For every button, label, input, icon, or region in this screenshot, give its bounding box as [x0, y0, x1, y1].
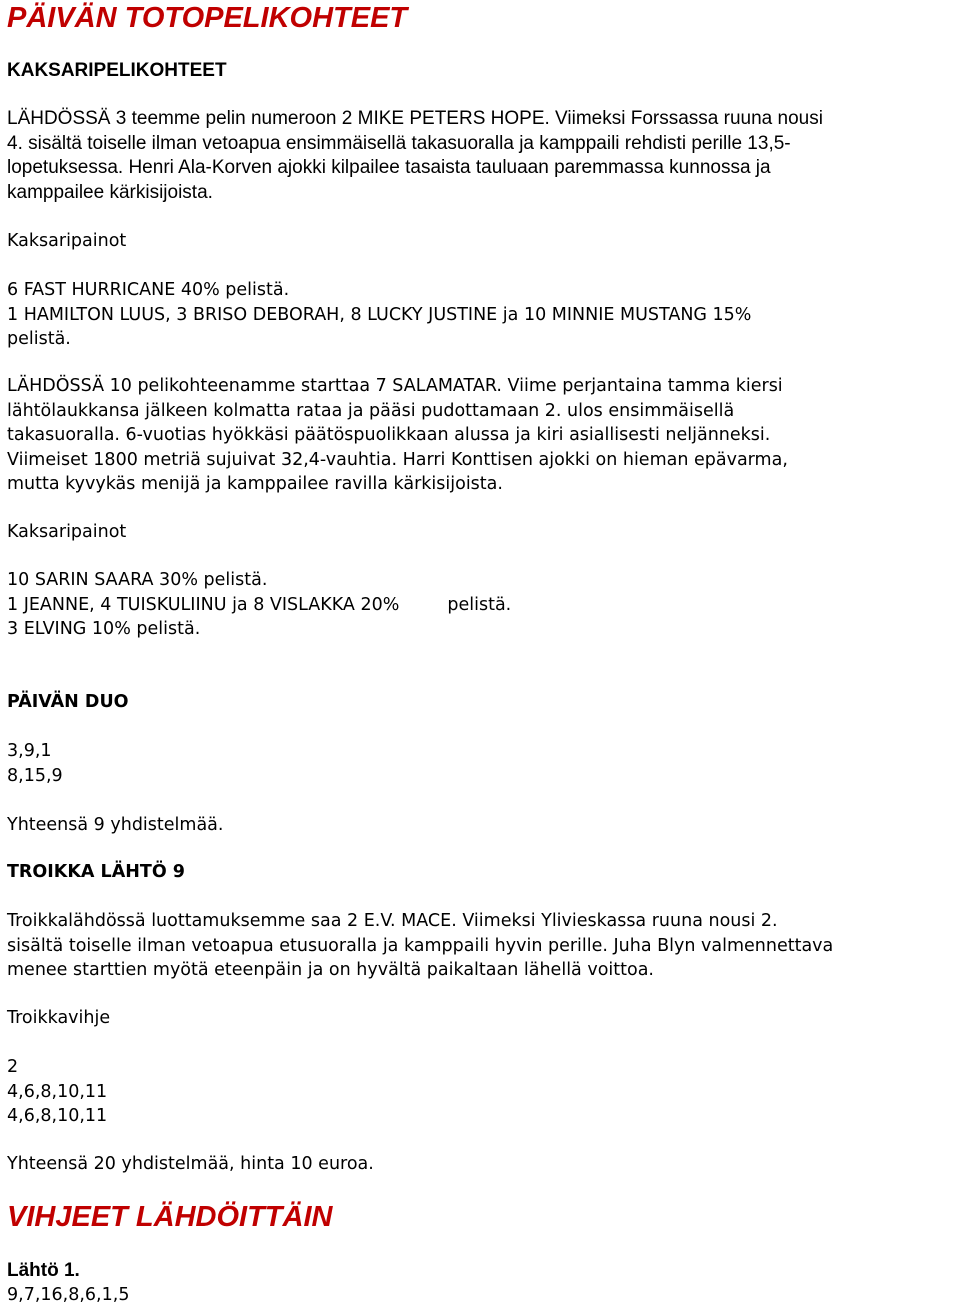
- duo-total: Yhteensä 9 yhdistelmää.: [7, 815, 224, 835]
- weights2-line-main: 1 JEANNE, 4 TUISKULIINU ja 8 VISLAKKA 20%: [7, 594, 400, 615]
- weights1-line: pelistä.: [7, 329, 71, 349]
- troikka-text-line: sisältä toiselle ilman vetoapua etusuoralla ja kamppaili hyvin perille. Juha Blyn valmennettava: [7, 935, 834, 956]
- weights1-line: 1 HAMILTON LUUS, 3 BRISO DEBORAH, 8 LUCKY JUSTINE ja 10 MINNIE MUSTANG 15%: [7, 304, 752, 325]
- troikka-text-line: Troikkalähdössä luottamuksemme saa 2 E.V. MACE. Viimeksi Ylivieskassa ruuna nousi 2.: [7, 911, 778, 931]
- duo-list: [7, 739, 952, 788]
- weights1-line: 6 FAST HURRICANE 40% pelistä.: [7, 280, 290, 300]
- kaksari-heading: KAKSARIPELIKOHTEET: [7, 60, 227, 81]
- weights2-line: 3 ELVING 10% pelistä.: [7, 619, 201, 639]
- race1-text-line: LÄHDÖSSÄ 3 teemme pelin numeroon 2 MIKE PETERS HOPE. Viimeksi Forssassa ruuna nousi: [7, 108, 823, 129]
- race1-label: Lähtö 1.: [7, 1260, 80, 1281]
- troikka-hint-line: 4,6,8,10,11: [7, 1106, 108, 1126]
- duo-line: 3,9,1: [7, 741, 52, 761]
- troikka-text-line: menee starttien myötä eteenpäin ja on hyvältä paikaltaan lähellä voittoa.: [7, 960, 654, 980]
- troikka-hint-line: 4,6,8,10,11: [7, 1081, 108, 1102]
- weights2-line: 10 SARIN SAARA 30% pelistä.: [7, 570, 268, 590]
- troikka-hint-list: [7, 1055, 952, 1129]
- troikka-hint-label: Troikkavihje: [7, 1008, 111, 1028]
- troikka-hint-line: 2: [7, 1057, 19, 1077]
- race2-text-line: LÄHDÖSSÄ 10 pelikohteenamme starttaa 7 SALAMATAR. Viime perjantaina tamma kiersi: [7, 376, 783, 396]
- duo-heading: PÄIVÄN DUO: [7, 692, 129, 712]
- weights2-label: Kaksaripainot: [7, 522, 127, 542]
- race1-text-line: 4. sisältä toiselle ilman vetoapua ensimmäisellä takasuoralla ja kamppaili rehdisti perille 13,5-: [7, 132, 791, 154]
- race2-text-line: takasuoralla. 6-vuotias hyökkäsi päätöspuolikkaan alussa ja kiri asiallisesti neljänneksi.: [7, 425, 771, 445]
- race2-text-line: Viimeiset 1800 metriä sujuivat 32,4-vauhtia. Harri Konttisen ajokki on hieman epävarma,: [7, 449, 788, 470]
- troikka-total: Yhteensä 20 yhdistelmää, hinta 10 euroa.: [7, 1154, 374, 1174]
- troikka-paragraph: [7, 909, 952, 983]
- weights1-label: Kaksaripainot: [7, 231, 127, 251]
- page-title: PÄIVÄN TOTOPELIKOHTEET: [7, 2, 408, 34]
- weights2-list: [7, 568, 952, 642]
- race1-text-line: lopetuksessa. Henri Ala-Korven ajokki kilpailee tasaista tauluaan paremmassa kunnossa ja: [7, 157, 771, 178]
- weights2-line: [7, 593, 952, 618]
- race1-hint: 9,7,16,8,6,1,5: [7, 1285, 130, 1305]
- troikka-heading: TROIKKA LÄHTÖ 9: [7, 862, 185, 882]
- duo-line: 8,15,9: [7, 765, 63, 786]
- race1-text-line: kamppailee kärkisijoista.: [7, 181, 213, 203]
- weights2-line-suffix: pelistä.: [447, 594, 512, 615]
- weights1-list: [7, 278, 952, 352]
- race2-paragraph: [7, 374, 952, 497]
- race2-text-line: lähtölaukkansa jälkeen kolmatta rataa ja pääsi pudottamaan 2. ulos ensimmäisellä: [7, 400, 735, 421]
- race2-text-line: mutta kyvykäs menijä ja kamppailee ravilla kärkisijoista.: [7, 474, 503, 494]
- vihjeet-heading: VIHJEET LÄHDÖITTÄIN: [7, 1201, 333, 1233]
- race1-paragraph: [7, 107, 952, 205]
